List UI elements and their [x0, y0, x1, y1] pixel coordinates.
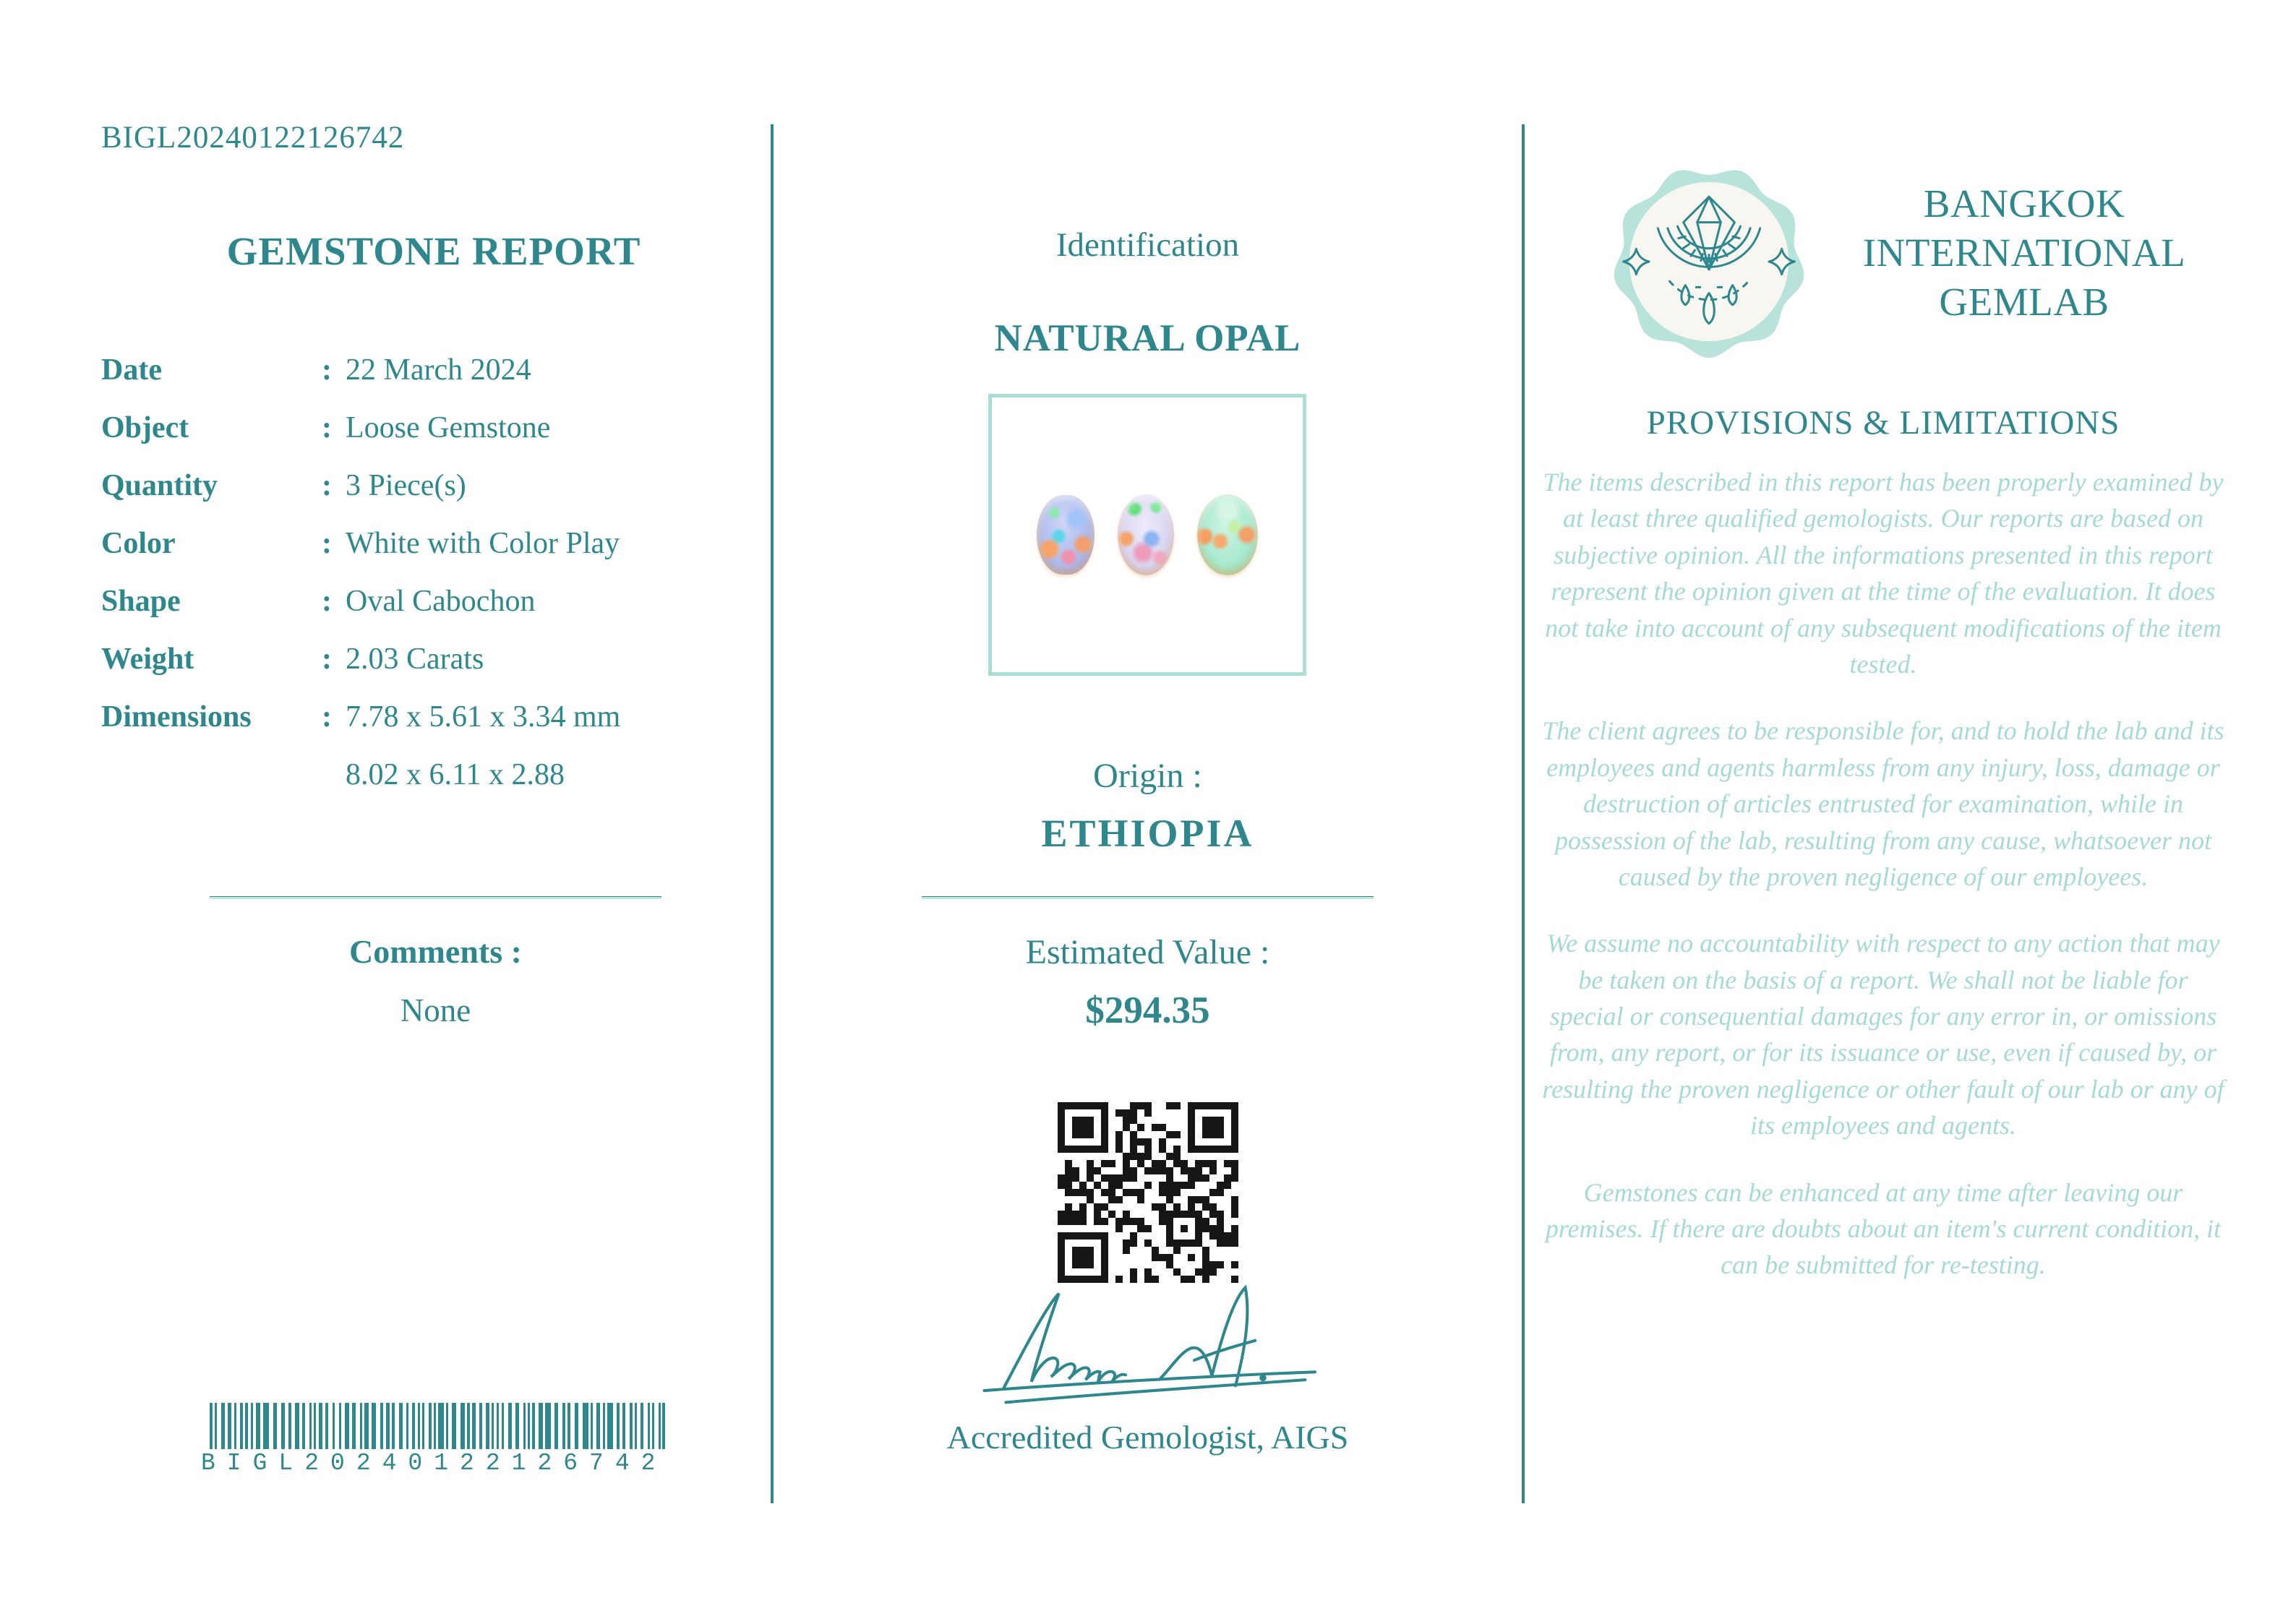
field-value-dimensions: 7.78 x 5.61 x 3.34 mm [346, 700, 621, 734]
lab-name-line-3: GEMLAB [1939, 280, 2109, 325]
field-colon: : [322, 643, 332, 676]
field-row-dimensions-2 [101, 757, 766, 801]
field-label-object: Object [101, 411, 189, 444]
opal-photo-2 [1118, 494, 1174, 575]
identification-result: NATURAL OPAL [994, 317, 1301, 359]
qr-code [1058, 1102, 1238, 1283]
field-colon: : [322, 527, 332, 560]
estimated-value-label: Estimated Value : [1025, 933, 1270, 971]
provision-paragraph-2: The client agrees to be responsible for, and to hold the lab and its employees and agents harmless from any injury, loss, damage or destruction of articles entrusted for examination, while in possession of the lab, resulting from any cause, whatsoever not caused by the proven negligence of our employees. [1542, 716, 2224, 891]
barcode [210, 1403, 665, 1449]
field-row-color [101, 526, 766, 570]
field-colon: : [322, 585, 332, 618]
field-value-weight: 2.03 Carats [346, 643, 484, 676]
estimated-value-amount: $294.35 [1085, 989, 1210, 1031]
lab-name-line-1: BANGKOK [1923, 181, 2125, 225]
field-colon: : [322, 700, 332, 734]
identification-heading: Identification [1055, 226, 1240, 264]
report-number: BIGL20240122126742 [101, 121, 405, 155]
lab-name [1822, 179, 2227, 327]
field-value-shape: Oval Cabochon [346, 585, 536, 618]
column-divider-2 [1522, 124, 1525, 1503]
lab-name-line-2: INTERNATIONAL [1862, 231, 2186, 275]
signature-underline-2 [1006, 1380, 1305, 1402]
signature-stroke-1 [1004, 1294, 1126, 1388]
field-label-date: Date [101, 353, 162, 387]
barcode-text: BIGL20240122126742 [201, 1450, 667, 1477]
field-value-dimensions-2: 8.02 x 6.11 x 2.88 [346, 758, 565, 791]
comments-divider [210, 896, 661, 899]
opal-photo-1 [1037, 495, 1095, 575]
provision-paragraph-4: Gemstones can be enhanced at any time after leaving our premises. If there are doubts about an item's current condition, it can be submitted for re-testing. [1545, 1177, 2222, 1280]
lab-logo [1611, 163, 1807, 360]
field-label-shape: Shape [101, 585, 181, 618]
origin-label: Origin : [1093, 757, 1202, 795]
comments-label: Comments : [349, 933, 522, 970]
field-row-weight [101, 642, 766, 685]
field-value-date: 22 March 2024 [346, 353, 531, 387]
signature-stroke-3 [1194, 1341, 1255, 1360]
field-label-quantity: Quantity [101, 469, 218, 502]
field-row-shape [101, 584, 766, 627]
field-value-quantity: 3 Piece(s) [346, 469, 466, 502]
field-colon: : [322, 469, 332, 502]
field-value-color: White with Color Play [346, 527, 620, 560]
signer-title: Accredited Gemologist, AIGS [946, 1419, 1349, 1456]
comments-value: None [400, 992, 471, 1028]
field-label-weight: Weight [101, 643, 194, 676]
field-label-color: Color [101, 527, 176, 560]
estimated-value-divider [922, 896, 1374, 899]
field-label-dimensions: Dimensions [101, 700, 252, 734]
provisions-text [1540, 464, 2227, 1314]
provision-paragraph-1: The items described in this report has been properly examined by at least three qualified gemologists. Our reports are based on subjective opinion. All the informations presented in this report represent the opinion given at the time of the evaluation. It does not take into account of any subsequent modifications of the item tested. [1543, 468, 2224, 679]
signature-stroke-2 [1161, 1288, 1248, 1386]
field-row-object [101, 411, 766, 454]
report-title: GEMSTONE REPORT [226, 229, 641, 273]
gemstone-photo-frame [988, 394, 1306, 676]
field-row-dimensions [101, 700, 766, 743]
field-row-date [101, 353, 766, 396]
provision-paragraph-3: We assume no accountability with respect to any action that may be taken on the basis of a report. We shall not be liable for special or consequential damages for any error in, or omissions from, any report, or for its issuance or use, even if caused by, or resulting the proven negligence or other fault of our lab or any of its employees and agents. [1542, 929, 2224, 1140]
field-value-object: Loose Gemstone [346, 411, 551, 444]
field-row-quantity [101, 468, 766, 512]
origin-value: ETHIOPIA [1041, 812, 1254, 855]
opal-photo-3 [1197, 494, 1258, 575]
field-colon: : [322, 411, 332, 444]
signature-script [972, 1278, 1334, 1415]
field-colon: : [322, 353, 332, 387]
provisions-title: PROVISIONS & LIMITATIONS [1646, 404, 2120, 442]
